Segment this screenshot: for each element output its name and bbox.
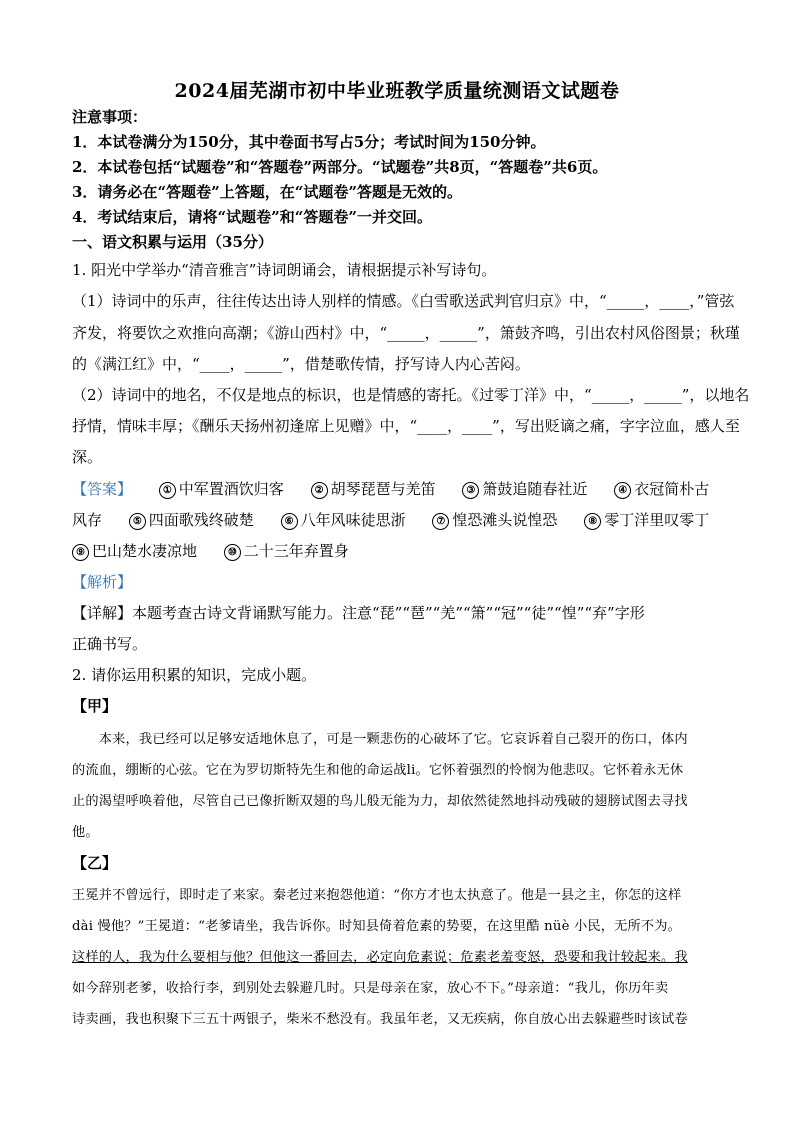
page-title: 2024届芜湖市初中毕业班教学质量统测语文试题卷 <box>174 80 620 102</box>
answer-label: 【答案】 <box>72 480 133 498</box>
question-1-part1-line1: （1）诗词中的乐声，往往传达出诗人别样的情感。《白雪歌送武判官归京》中，“_____，____，”管弦 <box>72 292 735 310</box>
passage-yi-line-2: dài 慢他？”王冕道：“老爹请坐，我告诉你。时知县倚着危素的势要，在这里酷 nüè 小民，无所不为。 <box>72 919 682 934</box>
passage-jia-label: 【甲】 <box>72 697 118 715</box>
answer-text: 二十三年弃置身 <box>243 542 349 560</box>
answer-number: ① <box>159 482 176 499</box>
detail-line-2: 正确书写。 <box>72 635 148 653</box>
answer-number: ⑤ <box>129 513 146 530</box>
analysis-label: 【解析】 <box>72 573 133 591</box>
passage-jia-line-4: 他。 <box>72 825 99 840</box>
notice-item-4: 4．考试结束后，请将“试题卷”和“答题卷”一并交回。 <box>72 208 432 226</box>
question-1-stem: 1. 阳光中学举办“清音雅言”诗词朗诵会，请根据提示补写诗句。 <box>72 261 497 279</box>
answer-text: 箫鼓追随春社近 <box>482 480 588 498</box>
answer-number: ⑨ <box>72 544 89 561</box>
detail-line-1: 【详解】本题考查古诗文背诵默写能力。注意“琵”“琶”“羌”“箫”“冠”“徒”“惶”“弃”字形 <box>72 604 645 622</box>
answer-text: 中军置酒饮归客 <box>178 480 284 498</box>
passage-yi-line-1: 王冕并不曾远行，即时走了来家。秦老过来抱怨他道：“你方才也太执意了。他是一县之主，你怎的这样 <box>72 888 682 903</box>
answer-text: 惶恐滩头说惶恐 <box>452 511 558 529</box>
question-1-part1-line3: 的《满江红》中，“____，_____”，借楚歌传情，抒写诗人内心苦闷。 <box>72 355 530 373</box>
passage-jia-line-3: 止的渴望呼唤着他，尽管自己已像折断双翅的鸟儿般无能为力，却依然徒然地抖动残破的翅膀试图去寻找 <box>72 794 688 809</box>
passage-jia-line-1: 本来，我已经可以足够安适地休息了，可是一颗悲伤的心破坏了它。它哀诉着自己裂开的伤口，体内 <box>72 732 688 747</box>
answer-row-2 <box>72 509 722 530</box>
answer-text: 四面歌残终破楚 <box>148 511 254 529</box>
passage-yi-line-5: 诗卖画，我也积聚下三五十两银子，柴米不愁没有。我虽年老，又无疾病，你自放心出去躲避些时该试卷 <box>72 1012 688 1027</box>
passage-yi-line-4: 如今辞别老爹，收拾行李，到别处去躲避几时。只是母亲在家，放心不下。”母亲道：“我儿，你历年卖 <box>72 981 669 996</box>
answer-number: ⑦ <box>432 513 449 530</box>
question-2-stem: 2. 请你运用积累的知识，完成小题。 <box>72 666 317 684</box>
notice-item-3: 3．请务必在“答题卷”上答题，在“试题卷”答题是无效的。 <box>72 183 462 201</box>
answer-row-3 <box>72 540 722 561</box>
answer-text: 风存 <box>72 511 103 529</box>
passage-yi-label: 【乙】 <box>72 854 118 872</box>
question-1-part2-line1: （2）诗词中的地名，不仅是地点的标识，也是情感的寄托。《过零丁洋》中，“_____，_____”，以地名 <box>72 386 750 404</box>
answer-text: 巴山楚水凄凉地 <box>92 542 198 560</box>
answer-text: 八年风味徒思浙 <box>300 511 406 529</box>
answer-row-1 <box>72 478 722 499</box>
question-1-part2-line3: 深。 <box>72 448 103 466</box>
answer-text: 衣冠简朴古 <box>634 480 710 498</box>
answer-number: ⑩ <box>224 544 241 561</box>
passage-jia-line-2: 的流血，绷断的心弦。它在为罗切斯特先生和他的命运战li。它怀着强烈的怜悯为他悲叹。它怀着永无休 <box>72 763 684 778</box>
answer-text: 零丁洋里叹零丁 <box>604 511 710 529</box>
answer-number: ④ <box>614 482 631 499</box>
question-1-part1-line2: 齐发，将要饮之欢推向高潮；《游山西村》中，“_____，_____”，箫鼓齐鸣，引出农村风俗图景；秋瑾 <box>72 324 740 342</box>
section-heading: 一、语文积累与运用（35分） <box>72 233 273 251</box>
notice-item-1: 1．本试卷满分为150分，其中卷面书写占5分；考试时间为150分钟。 <box>72 133 546 151</box>
answer-number: ⑧ <box>584 513 601 530</box>
question-1-part2-line2: 抒情，情味丰厚；《酬乐天扬州初逢席上见赠》中，“____，____”，写出贬谪之痛，字字泣血，感人至 <box>72 417 740 435</box>
passage-yi-line-3: 这样的人，我为什么要相与他？但他这一番回去，必定向危素说；危素老羞变怒，恐要和我计较起来。我 <box>72 950 688 965</box>
notice-heading: 注意事项： <box>72 108 148 126</box>
answer-number: ③ <box>462 482 479 499</box>
answer-text: 胡琴琵琶与羌笛 <box>330 480 436 498</box>
answer-number: ② <box>311 482 328 499</box>
answer-number: ⑥ <box>281 513 298 530</box>
notice-item-2: 2．本试卷包括“试题卷”和“答题卷”两部分。“试题卷”共8页，“答题卷”共6页。 <box>72 158 608 176</box>
